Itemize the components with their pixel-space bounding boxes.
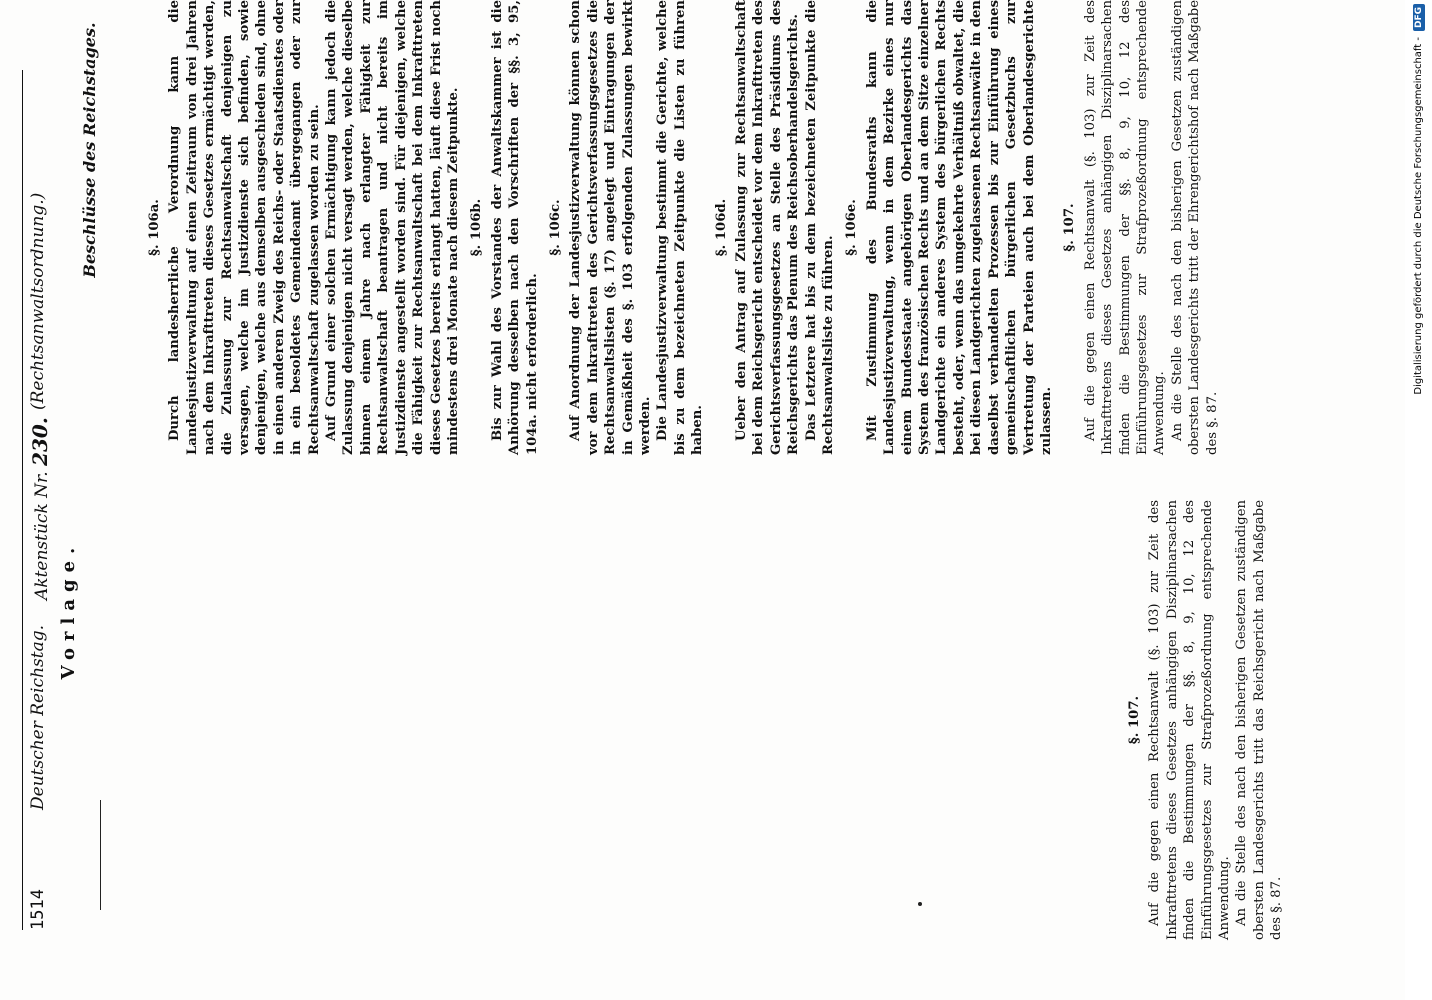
paragraph: Durch landesherrliche Verordnung kann die Landesjustizverwaltung auf einen Zeitraum von drei Jahren nach dem Inkrafttreten dieses Gesetzes ermächtigt werden, die Zulassung zur Rechtsanwaltschaft denjenigen zu versagen, welche im Justizdienste sich befinden, sowie denjenigen, welche aus demselben ausgeschieden sind, ohne in einen anderen Zweig des Reichs- oder Staatsdienstes oder in ein besoldetes Gemeindeamt übergegangen oder zur Rechtsanwaltschaft zugelassen worden zu sein. xyxy=(167,0,322,455)
akten-number: 230. xyxy=(28,417,52,466)
paragraph: Das Letztere hat bis zu dem bezeichneten Zeitpunkte die Rechtsanwaltsliste zu führen. xyxy=(803,0,837,455)
akten-label-text: Aktenstück Nr. xyxy=(32,471,52,600)
dfg-logo: DFG xyxy=(1413,4,1425,31)
left-title-rule xyxy=(100,800,101,910)
paragraph: Auf die gegen einen Rechtsanwalt (§. 103) zur Zeit des Inkrafttretens dieses Gesetzes anhängigen Disziplinarsachen finden die Bestimmungen der §§. 8, 9, 10, 12 des Einführungsgesetzes zur Strafprozeßordnung entsprechende Anwendung. xyxy=(1082,0,1168,455)
paragraph: Auf die gegen einen Rechtsanwalt (§. 103) zur Zeit des Inkrafttretens dieses Gesetzes anhängigen Disziplinarsachen finden die Bestimmungen der §§. 8, 9, 10, 12 des Einführungsgesetzes zur Strafprozeßordnung entsprechende Anwendung. xyxy=(1147,500,1233,940)
paragraph: Mit Zustimmung des Bundesraths kann die Landesjustizverwaltung, wenn in dem Bezirke eines nur einem Bundesstaate angehörigen Oberlandesgerichts das System des französischen Rechts und an dem Sitze einzelner Landgerichte ein anderes System des bürgerlichen Rechts besteht, oder, wenn das umgekehrte Verhältniß obwaltet, die bei diesen Landgerichten zugelassenen Rechtsanwälte in den daselbst verhandelten Prozessen bis zur Einführung eines gemeinschaftlichen bürgerlichen Gesetzbuchs zur Vertretung der Parteien auch bei dem Oberlandesgerichte zulassen. xyxy=(864,0,1054,455)
section-heading: §. 106c. xyxy=(547,199,563,256)
paragraph: An die Stelle des nach den bisherigen Gesetzen zuständigen obersten Landesgerichts tritt der Ehrengerichtshof nach Maßgabe des §. 87. xyxy=(1169,0,1220,455)
right-column-title: Beschlüsse des Reichstages. xyxy=(80,22,99,278)
section-heading: §. 107. xyxy=(1062,203,1078,252)
section-heading: §. 106a. xyxy=(147,199,162,256)
section-heading: §. 106d. xyxy=(713,198,729,257)
section-heading: §. 107. xyxy=(1127,695,1142,745)
left-column-body xyxy=(1120,500,1286,940)
section-heading: §. 106b. xyxy=(469,198,485,257)
paragraph: Auf Anordnung der Landesjustizverwaltung können schon vor dem Inkrafttreten des Gerichtsverfassungsgesetzes die Rechtsanwaltslisten (§. 17) angelegt und Eintragungen der in Gemäßheit des §. 103 erfolgenden Zulassungen bewirkt werden. xyxy=(568,0,653,455)
right-column-body xyxy=(140,0,1221,455)
page-number: 1514 xyxy=(28,889,48,930)
left-column-title: Vorlage. xyxy=(58,540,79,680)
ink-dot xyxy=(918,902,922,906)
header-rule xyxy=(22,70,23,930)
akten-label xyxy=(28,417,52,600)
paragraph: An die Stelle des nach den bisherigen Gesetzen zuständigen obersten Landesgerichts tritt das Reichsgericht nach Maßgabe des §. 87. xyxy=(1234,500,1285,940)
paragraph: Auf Grund einer solchen Ermächtigung kann jedoch die Zulassung denjenigen nicht versagt werden, welche dieselbe binnen einem Jahre nach erlangter Fähigkeit zur Rechtsanwaltschaft beantragen und nicht bereits im Justizdienste angestellt worden sind. Für diejenigen, welche die Fähigkeit zur Rechtsanwaltschaft bei dem Inkrafttreten dieses Gesetzes bereits erlangt hatten, läuft diese Frist noch mindestens drei Monate nach diesem Zeitpunkte. xyxy=(324,0,461,455)
dfg-credit xyxy=(1405,0,1432,1000)
dfg-margin xyxy=(1405,0,1432,1000)
paragraph: Ueber den Antrag auf Zulassung zur Rechtsanwaltschaft bei dem Reichsgericht entscheidet vor dem Inkrafttreten des Gerichtsverfassungsgesetzes an Stelle des Präsidiums des Reichsgerichts das Plenum des Reichsoberhandelsgerichts. xyxy=(734,0,802,455)
paragraph: Bis zur Wahl des Vorstandes der Anwaltskammer ist die Anhörung desselben nach den Vorschriften der §§. 3, 95, 104a. nicht erforderlich. xyxy=(489,0,540,455)
section-heading: §. 106e. xyxy=(844,199,860,256)
page-header xyxy=(28,70,56,930)
source-title: Deutscher Reichstag. xyxy=(28,625,48,810)
paragraph: Die Landesjustizverwaltung bestimmt die Gerichte, welche bis zu dem bezeichneten Zeitpunkte die Listen zu führen haben. xyxy=(655,0,706,455)
dfg-credit-text: Digitalisierung gefördert durch die Deutsche Forschungsgemeinschaft - xyxy=(1413,37,1424,395)
document-subtitle: (Rechtsanwaltsordnung.) xyxy=(28,192,48,410)
